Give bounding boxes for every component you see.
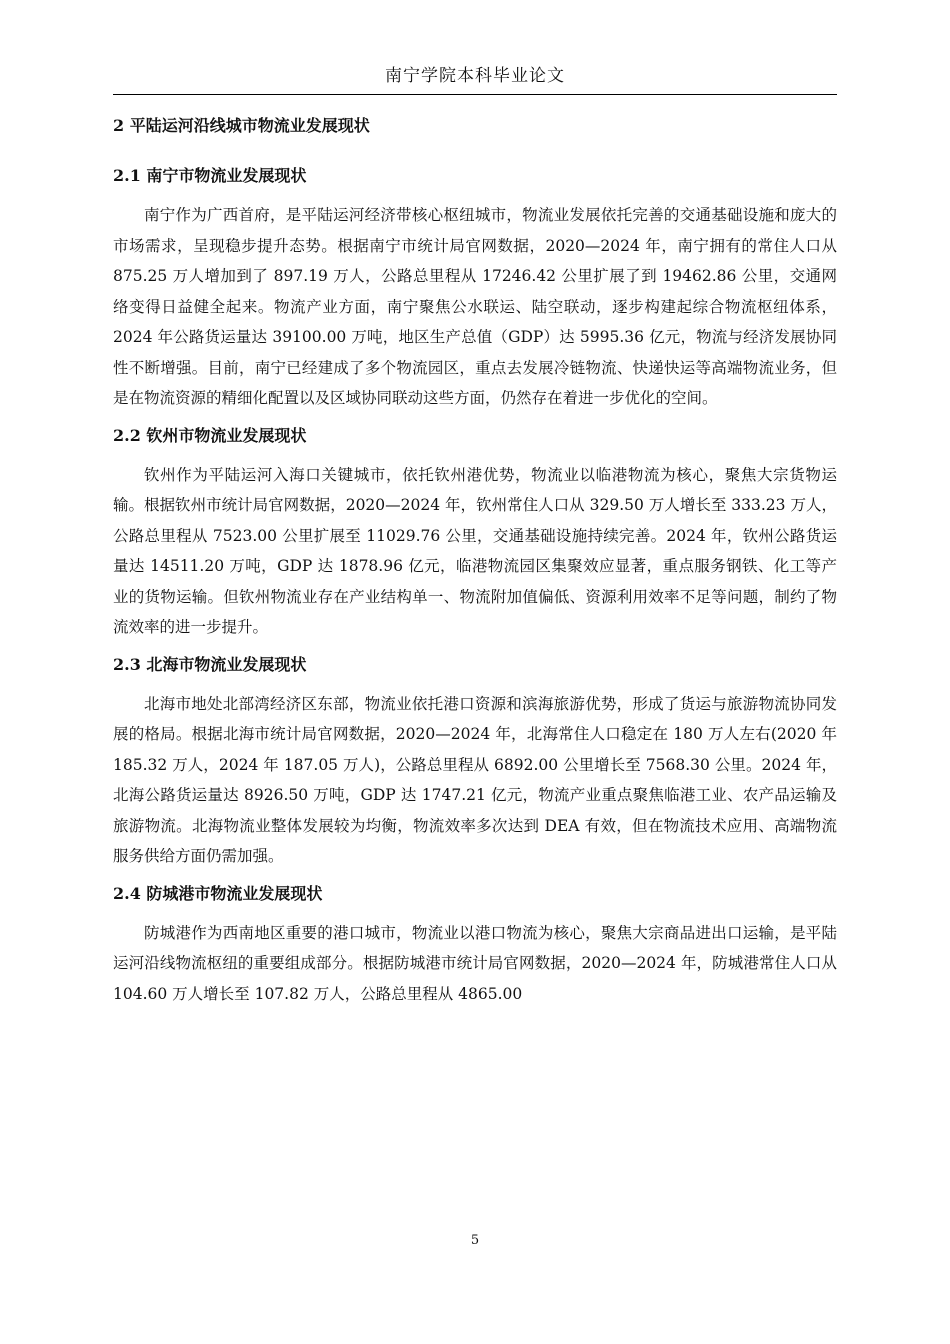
running-header: 南宁学院本科毕业论文 bbox=[385, 66, 565, 86]
paragraph-fangchenggang: 防城港作为西南地区重要的港口城市，物流业以港口物流为核心，聚焦大宗商品进出口运输，是平陆运河沿线物流枢纽的重要组成部分。根据防城港市统计局官网数据，2020—2024 年，防城港常住人口从 104.60 万人增长至 107.82 万人，公路总里程从 4865.00 bbox=[113, 923, 837, 1003]
page-number: 5 bbox=[470, 1233, 480, 1248]
subsection-title-nanning: 2.1 南宁市物流业发展现状 bbox=[113, 166, 307, 185]
paragraph-qinzhou: 钦州作为平陆运河入海口关键城市，依托钦州港优势，物流业以临港物流为核心，聚焦大宗货物运输。根据钦州市统计局官网数据，2020—2024 年，钦州常住人口从 329.50 万人增长至 333.23 万人，公路总里程从 7523.00 公里扩展至 11029.76 公里，交通基础设施持续完善。2024 年，钦州公路货运量达 14511.20 万吨，GDP 达 1878.96 亿元，临港物流园区集聚效应显著，重点服务钢铁、化工等产业的货物运输。但钦州物流业存在产业结构单一、物流附加值偏低、资源利用效率不足等问题，制约了物流效率的进一步提升。 bbox=[113, 465, 837, 636]
page-body bbox=[113, 110, 837, 1015]
paragraph-beihai: 北海市地处北部湾经济区东部，物流业依托港口资源和滨海旅游优势，形成了货运与旅游物流协同发展的格局。根据北海市统计局官网数据，2020—2024 年，北海常住人口稳定在 180 万人左右(2020 年 185.32 万人，2024 年 187.05 万人)，公路总里程从 6892.00 公里增长至 7568.30 公里。2024 年，北海公路货运量达 8926.50 万吨，GDP 达 1747.21 亿元，物流产业重点聚焦临港工业、农产品运输及旅游物流。北海物流业整体发展较为均衡，物流效率多次达到 DEA 有效，但在物流技术应用、高端物流服务供给方面仍需加强。 bbox=[113, 694, 837, 865]
subsection-title-fangchenggang: 2.4 防城港市物流业发展现状 bbox=[113, 883, 323, 903]
paragraph-nanning: 南宁作为广西首府，是平陆运河经济带核心枢纽城市，物流业发展依托完善的交通基础设施和庞大的市场需求，呈现稳步提升态势。根据南宁市统计局官网数据，2020—2024 年，南宁拥有的常住人口从 875.25 万人增加到了 897.19 万人，公路总里程从 17246.42 公里扩展了到 19462.86 公里，交通网络变得日益健全起来。物流产业方面，南宁聚焦公水联运、陆空联动，逐步构建起综合物流枢纽体系，2024 年公路货运量达 39100.00 万吨，地区生产总值（GDP）达 5995.36 亿元，物流与经济发展协同性不断增强。目前，南宁已经建成了多个物流园区，重点去发展冷链物流、快递快运等高端物流业务，但是在物流资源的精细化配置以及区域协同联动这些方面，仍然存在着进一步优化的空间。 bbox=[113, 206, 837, 407]
subsection-title-beihai: 2.3 北海市物流业发展现状 bbox=[113, 654, 307, 674]
header-divider bbox=[113, 94, 837, 95]
subsection-title-qinzhou: 2.2 钦州市物流业发展现状 bbox=[113, 425, 307, 445]
section-title: 2 平陆运河沿线城市物流业发展现状 bbox=[113, 116, 370, 135]
